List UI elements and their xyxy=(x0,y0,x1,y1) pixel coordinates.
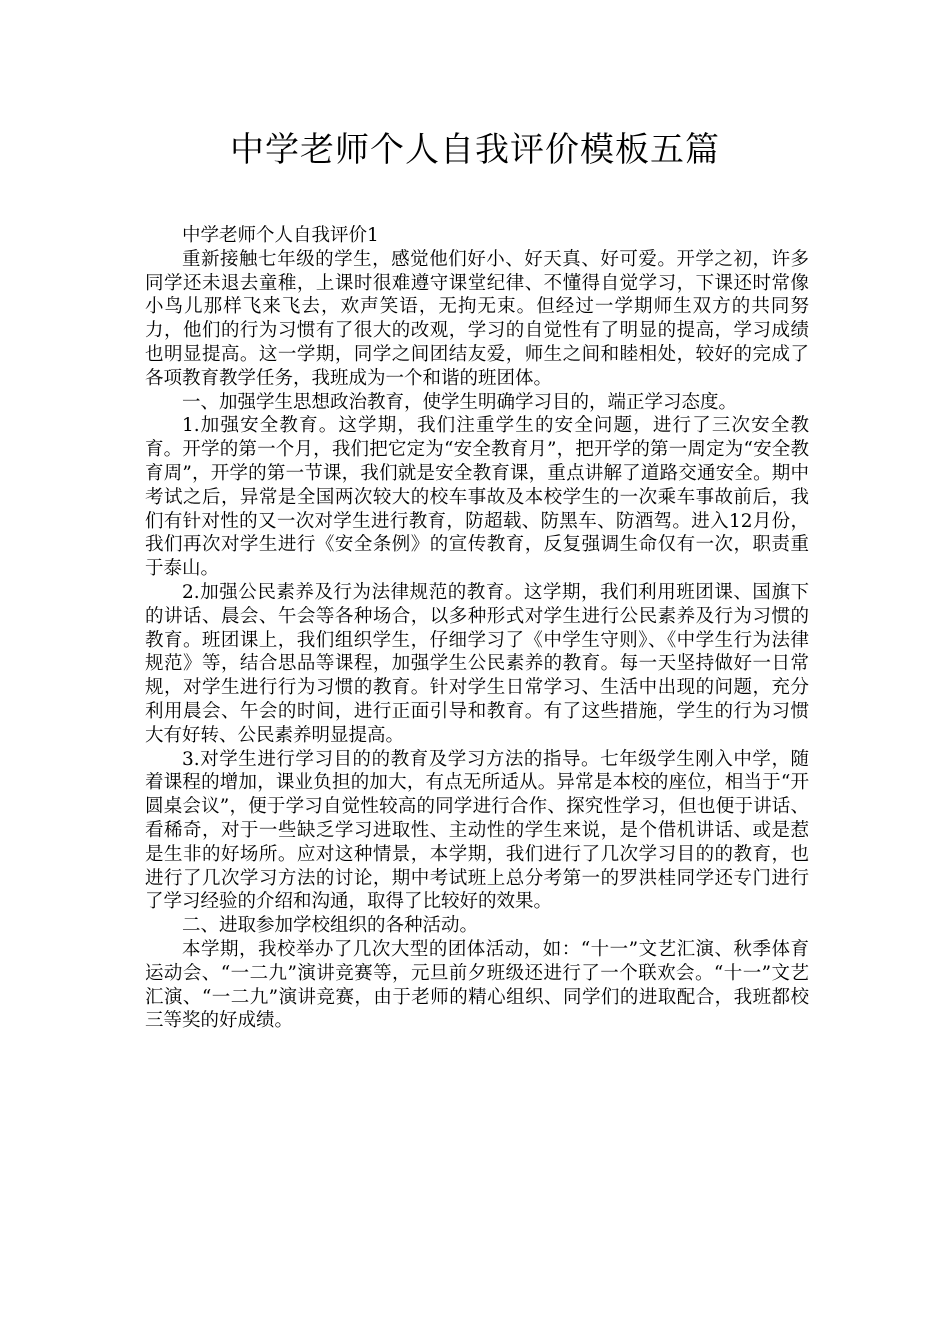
paragraph-intro: 重新接触七年级的学生，感觉他们好小、好天真、好可爱。开学之初，许多同学还未退去童稚，上课时很难遵守课堂纪律、不懂得自觉学习，下课还时常像小鸟儿那样飞来飞去，欢声笑语，无拘无束。但经过一学期师生双方的共同努力，他们的行为习惯有了很大的改观，学习的自觉性有了明显的提高，学习成绩也明显提高。这一学期，同学之间团结友爱，师生之间和睦相处，较好的完成了各项教育教学任务，我班成为一个和谐的班团体。 xyxy=(145,248,809,389)
section-heading-1: 中学老师个人自我评价1 xyxy=(182,225,379,246)
document-body xyxy=(145,224,809,1033)
document-title: 中学老师个人自我评价模板五篇 xyxy=(230,130,720,170)
paragraph-heading-two: 二、进取参加学校组织的各种活动。 xyxy=(182,915,479,937)
paragraph-civic-education: 2.加强公民素养及行为法律规范的教育。这学期，我们利用班团课、国旗下的讲话、晨会、午会等各种场合，以多种形式对学生进行公民素养及行为习惯的教育。班团课上，我们组织学生，仔细学习了《中学生守则》、《中学生行为法律规范》等，结合思品等课程，加强学生公民素养的教育。每一天坚持做好一日常规，对学生进行行为习惯的教育。针对学生日常学习、生活中出现的问题，充分利用晨会、午会的时间，进行正面引导和教育。有了这些措施，学生的行为习惯大有好转、公民素养明显提高。 xyxy=(145,581,809,746)
paragraph-activities: 本学期，我校举办了几次大型的团体活动，如：“十一”文艺汇演、秋季体育运动会、“一二九”演讲竞赛等，元旦前夕班级还进行了一个联欢会。“十一”文艺汇演、“一二九”演讲竞赛，由于老师的精心组织、同学们的进取配合，我班都校三等奖的好成绩。 xyxy=(145,938,809,1032)
paragraph-heading-one: 一、加强学生思想政治教育，使学生明确学习目的，端正学习态度。 xyxy=(182,391,738,413)
paragraph-study-guidance: 3.对学生进行学习目的的教育及学习方法的指导。七年级学生刚入中学，随着课程的增加，课业负担的加大，有点无所适从。异常是本校的座位，相当于“开圆桌会议”，便于学习自觉性较高的同学进行合作、探究性学习，但也便于讲话、看稀奇，对于一些缺乏学习进取性、主动性的学生来说，是个借机讲话、或是惹是生非的好场所。应对这种情景，本学期，我们进行了几次学习目的的教育，也进行了几次学习方法的讨论，期中考试班上总分考第一的罗洪桂同学还专门进行了学习经验的介绍和沟通，取得了比较好的效果。 xyxy=(145,748,809,913)
paragraph-safety-education: 1.加强安全教育。这学期，我们注重学生的安全问题，进行了三次安全教育。开学的第一个月，我们把它定为“安全教育月”，把开学的第一周定为“安全教育周”，开学的第一节课，我们就是安全教育课，重点讲解了道路交通安全。期中考试之后，异常是全国两次较大的校车事故及本校学生的一次乘车事故前后，我们有针对性的又一次对学生进行教育，防超载、防黑车、防酒驾。进入12月份，我们再次对学生进行《安全条例》的宣传教育，反复强调生命仅有一次，职责重于泰山。 xyxy=(145,415,809,580)
